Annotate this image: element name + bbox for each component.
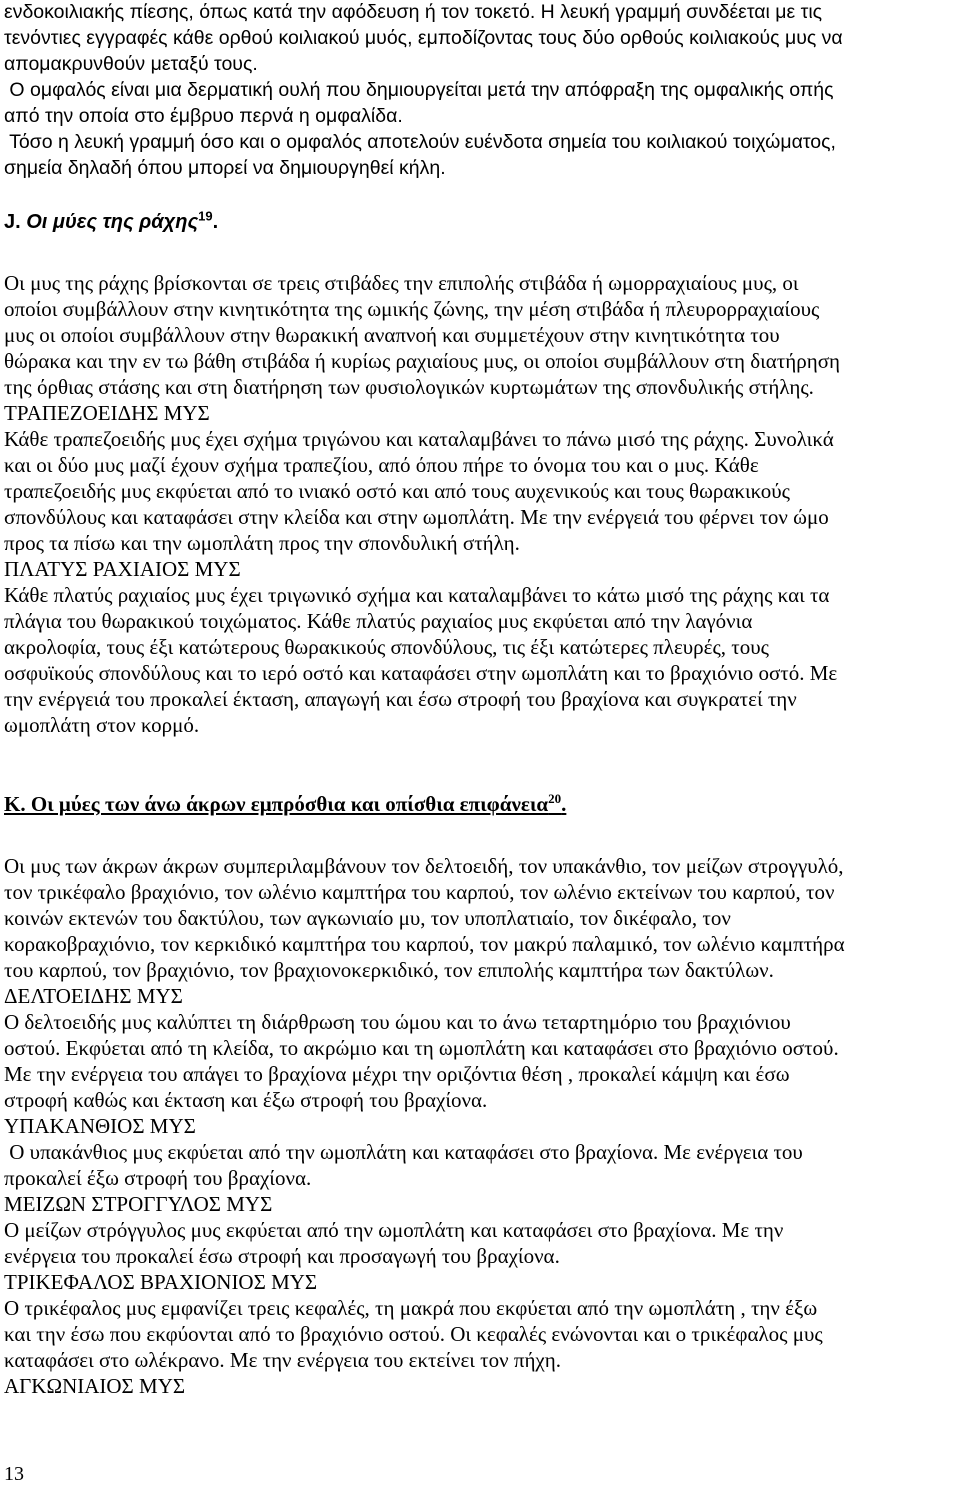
- text-line: και οι δύο μυς μαζί έχουν σχήμα τραπεζίου, από όπου πήρε το όνομα του και ο μυς. Κάθε: [4, 453, 759, 477]
- text-line: κοινών εκτενών του δακτύλου, των αγκωνιαίο μυ, τον υποπλατιαίο, τον δικέφαλο, τον: [4, 906, 731, 930]
- text-line: θώρακα και την εν τω βάθη στιβάδα ή κυρίως ραχιαίους μυς, οι οποίοι συμβάλλουν στη διατήρηση: [4, 349, 840, 373]
- text-line: Ο τρικέφαλος μυς εμφανίζει τρεις κεφαλές, τη μακρά που εκφύεται από την ωμοπλάτη , την έξω: [4, 1296, 818, 1320]
- text-line: Οι μυς της ράχης βρίσκονται σε τρεις στιβάδες την επιπολής στιβάδα ή ωμορραχιαίους μυς, οι: [4, 271, 799, 295]
- section-j-title: Οι μύες της ράχης: [26, 211, 199, 233]
- text-line: στροφή καθώς και έκταση και έξω στροφή του βραχίονα.: [4, 1088, 488, 1112]
- text-line: ενδοκοιλιακής πίεσης, όπως κατά την αφόδευση ή τον τοκετό. Η λευκή γραμμή συνδέεται με τις: [4, 1, 823, 23]
- text-line: Κάθε τραπεζοειδής μυς έχει σχήμα τριγώνου και καταλαμβάνει το πάνω μισό της ράχης. Συνολικά: [4, 427, 834, 451]
- section-j-suffix: .: [212, 211, 219, 233]
- text-line: του καρπού, τον βραχιόνιο, τον βραχιονοκερκιδικό, τον επιπολής καμπτήρα των δακτύλων.: [4, 958, 774, 982]
- text-line: προκαλεί έξω στροφή του βραχίονα.: [4, 1166, 312, 1190]
- footnote-ref: 20: [548, 791, 562, 806]
- muscle-heading: ΔΕΛΤΟΕΙΔΗΣ ΜΥΣ: [4, 984, 183, 1008]
- text-line: ακρολοφία, τους έξι κατώτερους θωρακικούς σπονδύλους, τις έξι κατώτερες πλευρές, τους: [4, 635, 769, 659]
- text-line: Ο ομφαλός είναι μια δερματική ουλή που δημιουργείται μετά την απόφραξη της ομφαλικής οπής: [4, 79, 834, 101]
- text-line: τον τρικέφαλο βραχιόνιο, τον ωλένιο καμπτήρα του καρπού, τον ωλένιο εκτείνων του καρπού, τον: [4, 880, 835, 904]
- text-line: μυς οι οποίοι συμβάλλουν στην θωρακική αναπνοή και συμμετέχουν στην κινητικότητα του: [4, 323, 780, 347]
- muscle-heading: ΠΛΑΤΥΣ ΡΑΧΙΑΙΟΣ ΜΥΣ: [4, 557, 241, 581]
- section-k-suffix: .: [561, 792, 567, 816]
- text-line: οστού. Εκφύεται από τη κλείδα, το ακρώμιο και τη ωμοπλάτη και καταφάσει στο βραχιόνιο οστού.: [4, 1036, 839, 1060]
- section-j-prefix: J.: [4, 211, 27, 233]
- text-line: Ο δελτοειδής μυς καλύπτει τη διάρθρωση του ώμου και το άνω τεταρτημόριο του βραχιόνιου: [4, 1010, 791, 1034]
- text-line: Ο μείζων στρόγγυλος μυς εκφύεται από την ωμοπλάτη και καταφάσει στο βραχίονα. Με την: [4, 1218, 784, 1242]
- text-line: από την οποία στο έμβρυο περνά η ομφαλίδα.: [4, 105, 403, 127]
- section-k-heading: [4, 792, 566, 817]
- text-line: απομακρυνθούν μεταξύ τους.: [4, 53, 258, 75]
- text-line: Τόσο η λευκή γραμμή όσο και ο ομφαλός αποτελούν ευένδοτα σημεία του κοιλιακού τοιχώματος,: [4, 131, 836, 153]
- section-k-title: K. Οι μύες των άνω άκρων εμπρόσθια και οπίσθια επιφάνεια: [4, 792, 549, 816]
- text-line: Ο υπακάνθιος μυς εκφύεται από την ωμοπλάτη και καταφάσει στο βραχίονα. Με ενέργεια του: [4, 1140, 803, 1164]
- text-line: οσφυϊκούς σπονδύλους και το ιερό οστό και καταφάσει στην ωμοπλάτη και το βραχιόνιο οστό. Με: [4, 661, 838, 685]
- text-line: της όρθιας στάσης και στη διατήρηση των φυσιολογικών κυρτωμάτων της σπονδυλικής στήλης.: [4, 375, 814, 399]
- text-line: σημεία δηλαδή όπου μπορεί να δημιουργηθεί κήλη.: [4, 157, 446, 179]
- muscle-heading: ΤΡΙΚΕΦΑΛΟΣ ΒΡΑΧΙΟΝΙΟΣ ΜΥΣ: [4, 1270, 318, 1294]
- muscle-heading: ΜΕΙΖΩΝ ΣΤΡΟΓΓΥΛΟΣ ΜΥΣ: [4, 1192, 273, 1216]
- page-number: 13: [4, 1463, 24, 1485]
- muscle-heading: ΥΠΑΚΑΝΘΙΟΣ ΜΥΣ: [4, 1114, 196, 1138]
- text-line: οποίοι συμβάλλουν στην κινητικότητα της ωμικής ζώνης, την μέση στιβάδα ή πλευρορραχιαίους: [4, 297, 820, 321]
- text-line: Με την ενέργεια του απάγει το βραχίονα μέχρι την οριζόντια θέση , προκαλεί κάμψη και έσω: [4, 1062, 790, 1086]
- text-line: κορακοβραχιόνιο, τον κερκιδικό καμπτήρα του καρπού, τον μακρύ παλαμικό, τον ωλένιο καμπτήρα: [4, 932, 845, 956]
- footnote-ref: 19: [198, 208, 213, 224]
- text-line: Οι μυς των άκρων άκρων συμπεριλαμβάνουν τον δελτοειδή, τον υπακάνθιο, τον μείζων στρογγυλό,: [4, 854, 844, 878]
- section-j-heading: [4, 208, 219, 234]
- text-line: σπονδύλους και καταφάσει στην κλείδα και στην ωμοπλάτη. Με την ενέργειά του φέρνει τον ώμο: [4, 505, 829, 529]
- text-line: ωμοπλάτη στον κορμό.: [4, 713, 200, 737]
- text-line: την ενέργειά του προκαλεί έκταση, απαγωγή και έσω στροφή του βραχίονα και συγκρατεί την: [4, 687, 797, 711]
- text-line: προς τα πίσω και την ωμοπλάτη προς την σπονδυλική στήλη.: [4, 531, 520, 555]
- muscle-heading: ΑΓΚΩΝΙΑΙΟΣ ΜΥΣ: [4, 1374, 186, 1398]
- text-line: πλάγια του θωρακικού τοιχώματος. Κάθε πλατύς ραχιαίος μυς εκφύεται από την λαγόνια: [4, 609, 753, 633]
- limb-muscles-text: [4, 853, 952, 1399]
- text-line: τενόντιες εγγραφές κάθε ορθού κοιλιακού μυός, εμποδίζοντας τους δύο ορθούς κοιλιακούς μυς να: [4, 27, 843, 49]
- back-muscles-text: [4, 270, 952, 738]
- text-line: ενέργεια του προκαλεί έσω στροφή και προσαγωγή του βραχίονα.: [4, 1244, 560, 1268]
- muscle-heading: ΤΡΑΠΕΖΟΕΙΔΗΣ ΜΥΣ: [4, 401, 210, 425]
- text-line: καταφάσει στο ωλέκρανο. Με την ενέργεια του εκτείνει τον πήχη.: [4, 1348, 561, 1372]
- text-line: και την έσω που εκφύονται από το βραχιόνιο οστού. Οι κεφαλές ενώνονται και ο τρικέφαλος μυς: [4, 1322, 823, 1346]
- text-line: Κάθε πλατύς ραχιαίος μυς έχει τριγωνικό σχήμα και καταλαμβάνει το κάτω μισό της ράχης και τα: [4, 583, 830, 607]
- intro-text: [4, 0, 952, 181]
- text-line: τραπεζοειδής μυς εκφύεται από το ινιακό οστό και από τους αυχενικούς και τους θωρακικούς: [4, 479, 790, 503]
